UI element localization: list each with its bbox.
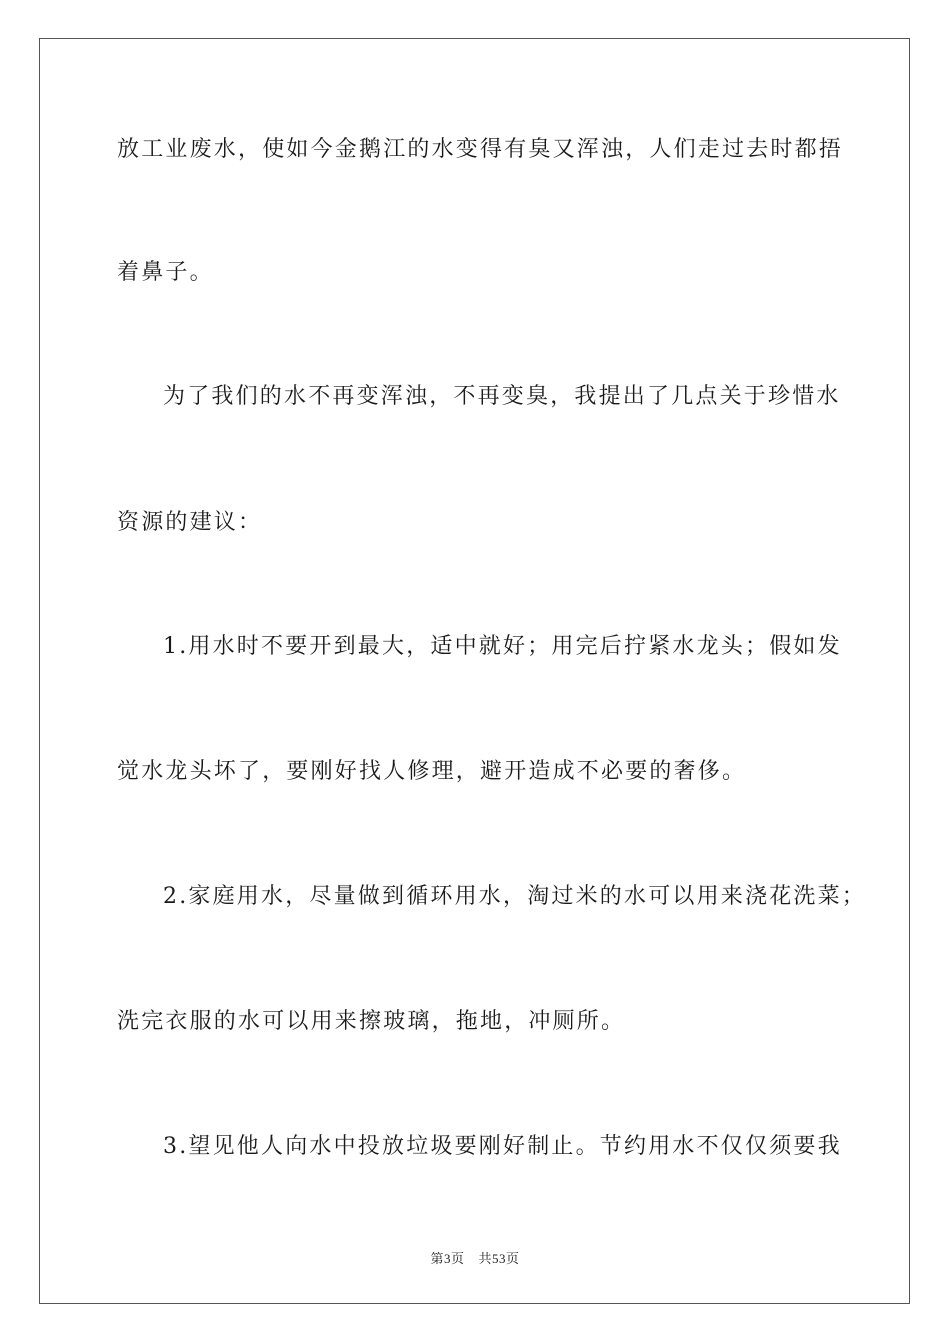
paragraph-intro-line-2: 资源的建议： bbox=[117, 510, 263, 535]
suggestion-1-line-2: 觉水龙头坏了，要刚好找人修理，避开造成不必要的奢侈。 bbox=[117, 759, 747, 784]
suggestion-1-line-1: 1.用水时不要开到最大，适中就好；用完后拧紧水龙头；假如发 bbox=[163, 634, 842, 659]
text-line-1: 放工业废水，使如今金鹅江的水变得有臭又浑浊，人们走过去时都捂 bbox=[117, 137, 844, 162]
total-pages: 共53页 bbox=[478, 1251, 520, 1266]
suggestion-3-line-1: 3.望见他人向水中投放垃圾要刚好制止。节约用水不仅仅须要我 bbox=[163, 1134, 842, 1159]
text-line-2: 着鼻子。 bbox=[117, 260, 214, 285]
paragraph-intro-line-1: 为了我们的水不再变浑浊，不再变臭，我提出了几点关于珍惜水 bbox=[163, 384, 841, 409]
page-number: 第3页 bbox=[430, 1251, 465, 1266]
page-footer bbox=[0, 1248, 950, 1267]
suggestion-2-line-1: 2.家庭用水，尽量做到循环用水，淘过米的水可以用来浇花洗菜； bbox=[163, 884, 866, 909]
suggestion-2-line-2: 洗完衣服的水可以用来擦玻璃，拖地，冲厕所。 bbox=[117, 1009, 626, 1034]
page-border bbox=[39, 38, 910, 1304]
